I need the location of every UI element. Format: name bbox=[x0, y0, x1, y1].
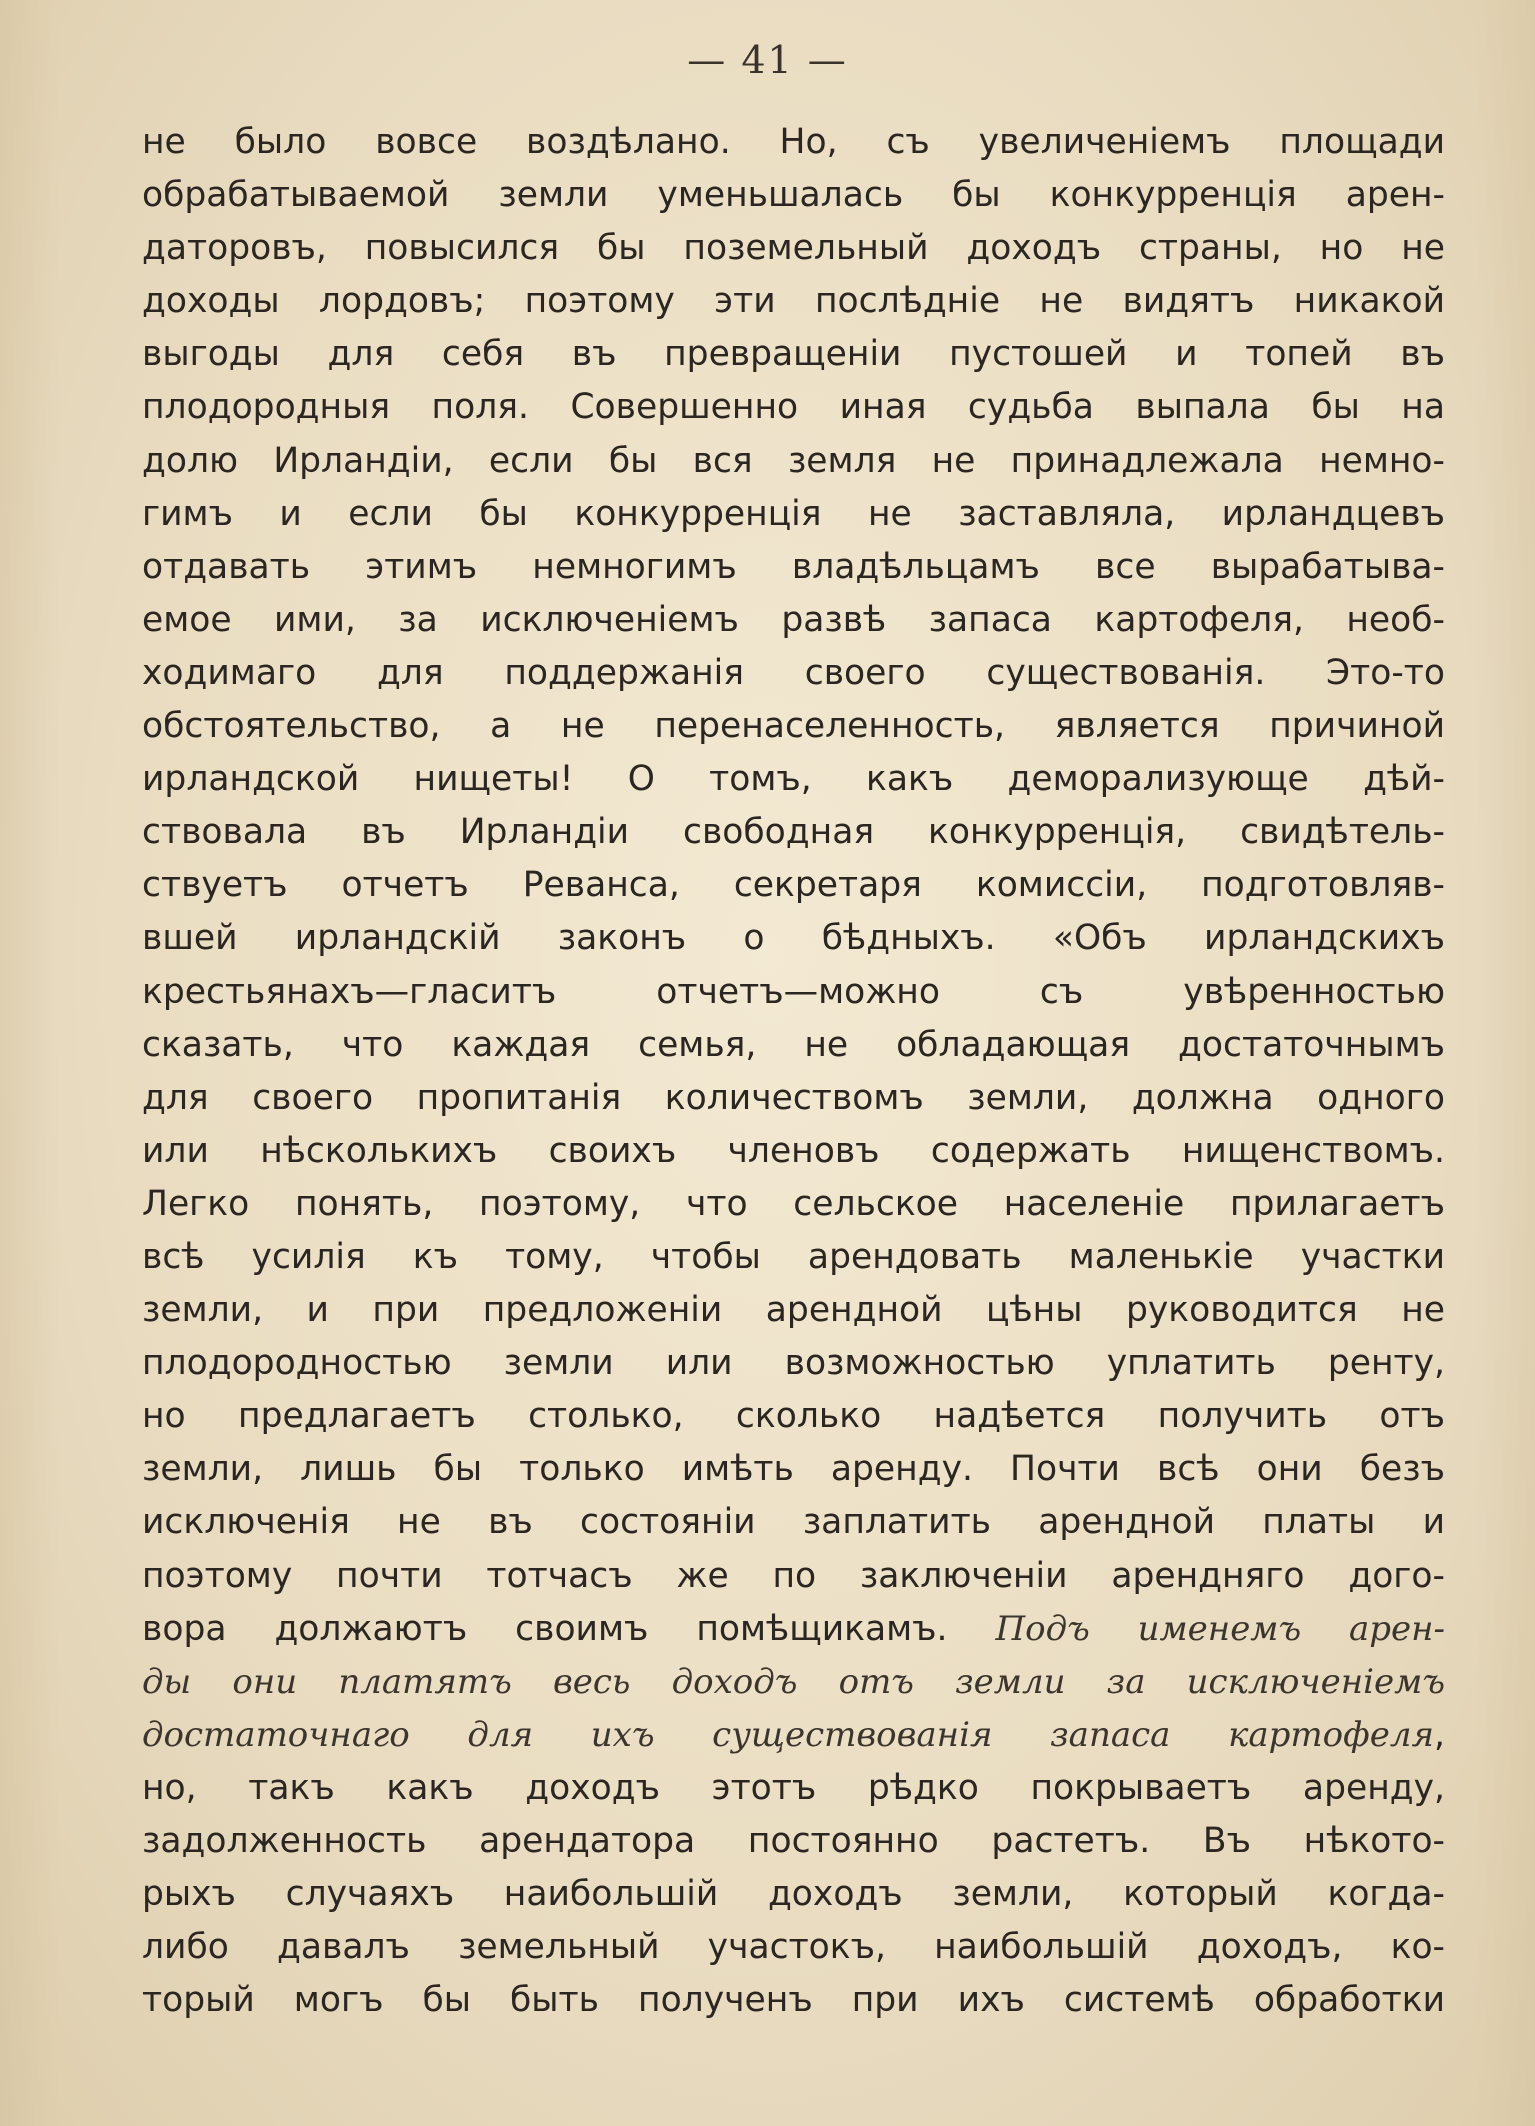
text-line bbox=[142, 647, 1445, 700]
text-segment: поэтому почти тотчасъ же по заключенiи арендняго дого- bbox=[142, 1555, 1445, 1596]
text-segment: плодородныя поля. Совершенно иная судьба выпала бы на bbox=[142, 387, 1445, 428]
text-segment: для своего пропитанiя количествомъ земли, должна одного bbox=[142, 1077, 1445, 1118]
text-segment: емое ими, за исключенiемъ развѣ запаса картофеля, необ- bbox=[142, 599, 1445, 640]
text-segment: крестьянахъ—гласитъ отчетъ—можно съ увѣренностью bbox=[142, 971, 1445, 1012]
text-line bbox=[142, 1550, 1445, 1603]
text-line bbox=[142, 1921, 1445, 1974]
text-line bbox=[142, 1337, 1445, 1390]
text-segment: обстоятельство, а не перенаселенность, является причиной bbox=[142, 706, 1445, 747]
text-line bbox=[142, 1390, 1445, 1443]
body-text bbox=[142, 116, 1445, 2027]
text-line bbox=[142, 1656, 1445, 1709]
text-line bbox=[142, 806, 1445, 859]
text-line bbox=[142, 275, 1445, 328]
text-segment: либо давалъ земельный участокъ, наибольшiй доходъ, ко- bbox=[142, 1927, 1445, 1968]
text-segment: ходимаго для поддержанiя своего существованiя. Это-то bbox=[142, 652, 1445, 693]
text-segment: обрабатываемой земли уменьшалась бы конкурренцiя арен- bbox=[142, 175, 1445, 216]
italic-text-segment: ды они платятъ весь доходъ отъ земли за исключенiемъ bbox=[142, 1661, 1445, 1702]
text-line bbox=[142, 1125, 1445, 1178]
text-line bbox=[142, 1603, 1445, 1656]
text-segment: земли, и при предложенiи арендной цѣны руководится не bbox=[142, 1290, 1445, 1331]
text-segment: но, такъ какъ доходъ этотъ рѣдко покрываетъ аренду, bbox=[142, 1767, 1445, 1808]
text-segment: доходы лордовъ; поэтому эти послѣднiе не видятъ никакой bbox=[142, 281, 1445, 322]
text-segment: ствуетъ отчетъ Реванса, секретаря комиссiи, подготовляв- bbox=[142, 865, 1445, 906]
text-line bbox=[142, 1709, 1445, 1762]
text-segment: долю Ирландiи, если бы вся земля не принадлежала немно- bbox=[142, 440, 1445, 481]
page-number: — 41 — bbox=[687, 38, 848, 82]
text-line bbox=[142, 1443, 1445, 1496]
text-line bbox=[142, 328, 1445, 381]
text-line bbox=[142, 594, 1445, 647]
text-line bbox=[142, 1072, 1445, 1125]
text-segment: , bbox=[1434, 1714, 1445, 1755]
text-segment: исключенiя не въ состоянiи заплатить арендной платы и bbox=[142, 1502, 1445, 1543]
text-line bbox=[142, 435, 1445, 488]
text-line bbox=[142, 859, 1445, 912]
text-line bbox=[142, 912, 1445, 965]
text-line bbox=[142, 541, 1445, 594]
text-segment: всѣ усилiя къ тому, чтобы арендовать маленькiе участки bbox=[142, 1236, 1445, 1277]
text-line bbox=[142, 222, 1445, 275]
text-segment: гимъ и если бы конкурренцiя не заставляла, ирландцевъ bbox=[142, 493, 1445, 534]
text-line bbox=[142, 1284, 1445, 1337]
text-segment: отдавать этимъ немногимъ владѣльцамъ все вырабатыва- bbox=[142, 546, 1445, 587]
text-segment: вшей ирландскiй законъ о бѣдныхъ. «Объ ирландскихъ bbox=[142, 918, 1445, 959]
text-segment: не было вовсе воздѣлано. Но, съ увеличенiемъ площади bbox=[142, 122, 1445, 162]
text-segment: ствовала въ Ирландiи свободная конкурренцiя, свидѣтель- bbox=[142, 812, 1445, 853]
text-line bbox=[142, 753, 1445, 806]
text-segment: ирландской нищеты! О томъ, какъ деморализующе дѣй- bbox=[142, 759, 1445, 800]
text-line bbox=[142, 1815, 1445, 1868]
text-segment: выгоды для себя въ превращенiи пустошей и топей въ bbox=[142, 334, 1445, 375]
text-line bbox=[142, 1868, 1445, 1921]
text-line bbox=[142, 700, 1445, 753]
text-segment: рыхъ случаяхъ наибольшiй доходъ земли, который когда- bbox=[142, 1874, 1445, 1915]
italic-text-segment: Подъ именемъ арен- bbox=[995, 1608, 1446, 1649]
text-line bbox=[142, 116, 1445, 169]
text-segment: торый могъ бы быть полученъ при ихъ системѣ обработки bbox=[142, 1980, 1445, 2021]
text-segment: плодородностью земли или возможностью уплатить ренту, bbox=[142, 1343, 1445, 1384]
text-segment: Легко понять, поэтому, что сельское населенiе прилагаетъ bbox=[142, 1183, 1445, 1224]
text-segment: даторовъ, повысился бы поземельный доходъ страны, но не bbox=[142, 228, 1445, 269]
text-segment: или нѣсколькихъ своихъ членовъ содержать нищенствомъ. bbox=[142, 1130, 1445, 1171]
text-line bbox=[142, 1762, 1445, 1815]
text-segment: земли, лишь бы только имѣть аренду. Почти всѣ они безъ bbox=[142, 1449, 1445, 1490]
text-segment: вора должаютъ своимъ помѣщикамъ. bbox=[142, 1608, 996, 1649]
text-segment: но предлагаетъ столько, сколько надѣется получить отъ bbox=[142, 1396, 1445, 1437]
text-segment: сказать, что каждая семья, не обладающая достаточнымъ bbox=[142, 1024, 1445, 1065]
text-line bbox=[142, 1019, 1445, 1072]
text-line bbox=[142, 169, 1445, 222]
italic-text-segment: достаточнаго для ихъ существованiя запаса картофеля bbox=[142, 1714, 1435, 1755]
text-line bbox=[142, 488, 1445, 541]
text-line bbox=[142, 966, 1445, 1019]
text-segment: задолженность арендатора постоянно растетъ. Въ нѣкото- bbox=[142, 1821, 1445, 1861]
text-line bbox=[142, 1178, 1445, 1231]
text-line bbox=[142, 1974, 1445, 2027]
text-line bbox=[142, 1496, 1445, 1549]
text-line bbox=[142, 381, 1445, 434]
text-line bbox=[142, 1231, 1445, 1284]
